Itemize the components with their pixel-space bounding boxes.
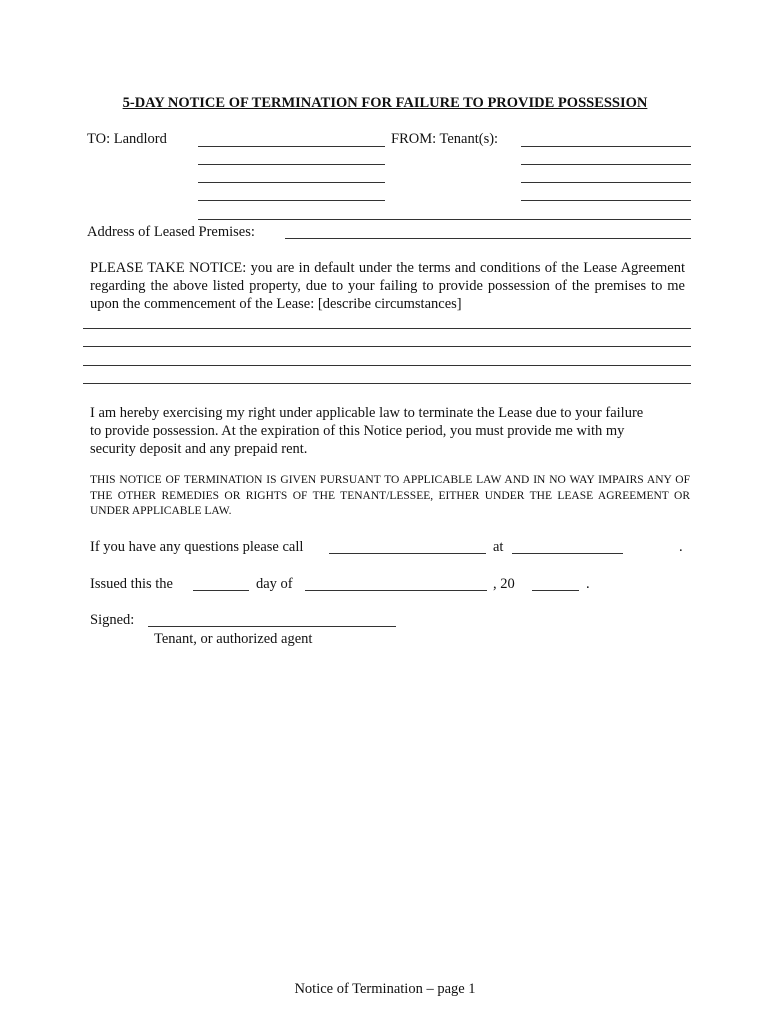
exercise-paragraph: I am hereby exercising my right under applicable law to terminate the Lease due to your failure to provide possession. At the expiration of this Notice period, you must provide me with my security deposit and any prepaid rent. [90, 405, 644, 457]
circumstances-line-3[interactable] [83, 365, 691, 366]
to-landlord-label: TO: Landlord [87, 131, 167, 147]
issued-period: . [586, 576, 590, 592]
time-line[interactable] [512, 553, 623, 554]
page-footer: Notice of Termination – page 1 [294, 981, 476, 997]
tenant-line-3[interactable] [521, 182, 691, 183]
issued-year-line[interactable] [532, 590, 579, 591]
questions-period: . [679, 539, 683, 555]
notice-paragraph: PLEASE TAKE NOTICE: you are in default under the terms and conditions of the Lease Agreement regarding the above listed property, due to your failing to provide possession of the premises to me upon the commencement of the Lease: [describe circumstances] [90, 260, 685, 312]
issued-day-of: day of [256, 576, 293, 592]
tenant-line-4[interactable] [521, 200, 691, 201]
questions-label: If you have any questions please call [90, 539, 304, 555]
address-line[interactable] [285, 238, 691, 239]
address-label: Address of Leased Premises: [87, 224, 255, 240]
issued-year-prefix: , 20 [493, 576, 515, 592]
signed-label: Signed: [90, 612, 135, 628]
circumstances-line-1[interactable] [83, 328, 691, 329]
circumstances-line-4[interactable] [83, 383, 691, 384]
questions-at: at [493, 539, 504, 555]
circumstances-line-2[interactable] [83, 346, 691, 347]
document-title: 5-DAY NOTICE OF TERMINATION FOR FAILURE TO PROVIDE POSSESSION [122, 95, 648, 111]
issued-label: Issued this the [90, 576, 173, 592]
issued-day-line[interactable] [193, 590, 249, 591]
signature-line[interactable] [148, 626, 396, 627]
from-tenant-label: FROM: Tenant(s): [391, 131, 499, 147]
landlord-line-3[interactable] [198, 182, 385, 183]
issued-month-line[interactable] [305, 590, 487, 591]
landlord-line-2[interactable] [198, 164, 385, 165]
phone-line[interactable] [329, 553, 486, 554]
signer-caption: Tenant, or authorized agent [154, 631, 313, 647]
premises-line-top[interactable] [198, 219, 691, 220]
landlord-line-1[interactable] [198, 146, 385, 147]
landlord-line-4[interactable] [198, 200, 385, 201]
tenant-line-1[interactable] [521, 146, 691, 147]
tenant-line-2[interactable] [521, 164, 691, 165]
pursuant-paragraph: THIS NOTICE OF TERMINATION IS GIVEN PURSUANT TO APPLICABLE LAW AND IN NO WAY IMPAIRS ANY OF THE OTHER REMEDIES OR RIGHTS OF THE TENANT/LESSEE, EITHER UNDER THE LEASE AGREEMENT OR UNDER APPLICABLE LAW. [90, 474, 690, 517]
